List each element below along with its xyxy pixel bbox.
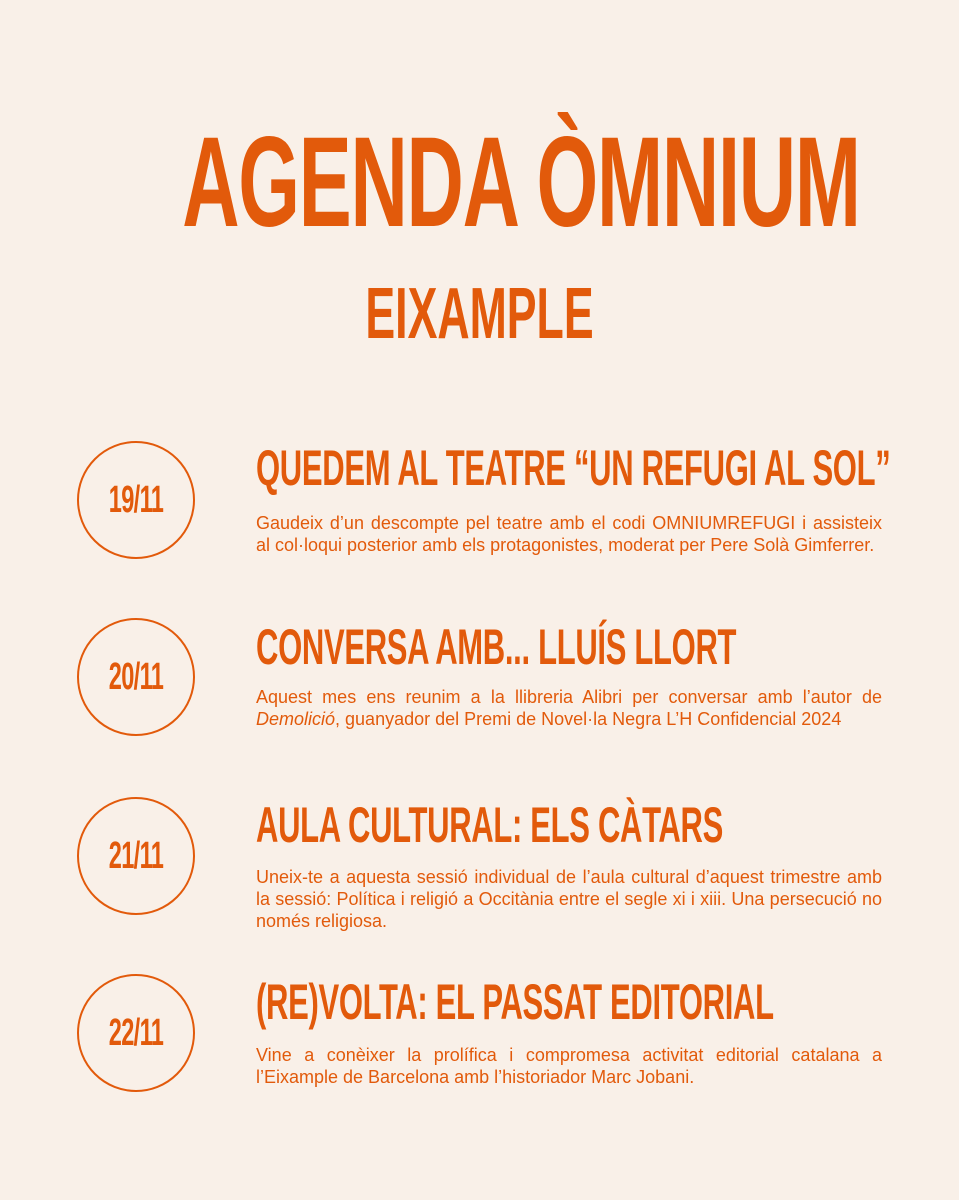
event-description [256, 686, 882, 730]
event-date: 19/11 [108, 478, 164, 521]
event-description-text: , guanyador del Premi de Novel·la Negra L’H Confidencial 2024 [335, 709, 842, 729]
book-title: Demolició [256, 709, 336, 729]
event-title: (RE)VOLTA: EL PASSAT EDITORIAL [256, 974, 774, 1030]
event-title: CONVERSA AMB... LLUÍS LLORT [256, 619, 737, 675]
date-circle [77, 618, 195, 736]
page-title: AGENDA ÒMNIUM [182, 111, 860, 254]
event-description: Gaudeix d’un descompte pel teatre amb el codi OMNIUMREFUGI i assisteix al col·loqui posterior amb els protagonistes, moderat per Pere Solà Gimferrer. [256, 513, 882, 555]
event-title: QUEDEM AL TEATRE “UN REFUGI AL SOL” [256, 440, 891, 496]
event-description: Vine a conèixer la prolífica i compromesa activitat editorial catalana a l’Eixample de Barcelona amb l’historiador Marc Jobani. [256, 1045, 882, 1087]
date-circle [77, 974, 195, 1092]
event-description: Uneix-te a aquesta sessió individual de l’aula cultural d’aquest trimestre amb la sessió: Política i religió a Occitània entre el segle xi i xiii. Una persecució no només religiosa. [256, 867, 882, 931]
event-date: 21/11 [108, 834, 164, 877]
page-subtitle: EIXAMPLE [365, 274, 594, 354]
event-date: 22/11 [108, 1011, 164, 1054]
event-description-text: Aquest mes ens reunim a la llibreria Alibri per conversar amb l’autor de [256, 687, 882, 707]
event-title: AULA CULTURAL: ELS CÀTARS [256, 797, 723, 853]
date-circle [77, 797, 195, 915]
event-date: 20/11 [108, 655, 164, 698]
date-circle [77, 441, 195, 559]
